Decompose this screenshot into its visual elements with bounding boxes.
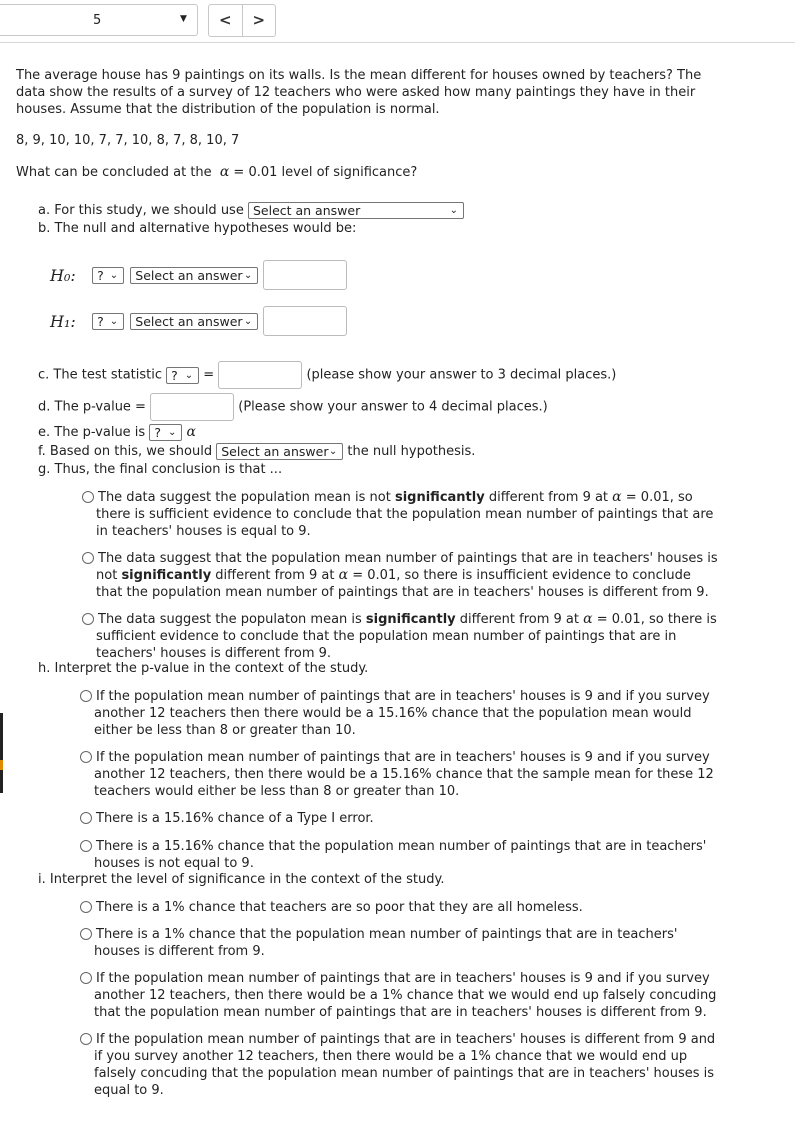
h1-label: H₁: [50, 311, 76, 331]
h-option-1-line-2: another 12 teachers then there would be a 15.16% chance that the population mean would [94, 706, 692, 721]
g-option-3-line-3: teachers' houses is different from 9. [96, 646, 332, 661]
chevron-down-icon: ⌄ [109, 315, 119, 327]
chevron-down-icon: ⌄ [184, 369, 194, 381]
alpha-symbol: α [219, 164, 230, 180]
part-c [38, 361, 616, 389]
question-data: 8, 9, 10, 10, 7, 7, 10, 8, 7, 8, 10, 7 [16, 133, 240, 148]
radio-button[interactable] [80, 928, 92, 940]
equals-sign: = [203, 367, 215, 383]
part-f-label: f. Based on this, we should [38, 444, 213, 459]
radio-button[interactable] [80, 690, 92, 702]
h1-param-value: ? [97, 313, 104, 329]
radio-button[interactable] [82, 491, 94, 503]
i-option-4-line-3: falsely concuding that the population mean number of paintings that are in teachers' houses is [94, 1066, 715, 1081]
radio-button[interactable] [80, 1033, 92, 1045]
p-value-compare-select[interactable] [149, 424, 182, 441]
test-stat-select[interactable] [166, 367, 199, 384]
question-intro: The average house has 9 paintings on its walls. Is the mean different for houses owned by teachers? The data show the results of a survey of 12 teachers who were asked how many paintings they have in their houses. Assume that the distribution of the population is normal. [16, 68, 702, 117]
prompt-post: = 0.01 level of significance? [233, 165, 418, 180]
h-option-2-line-1: If the population mean number of paintings that are in teachers' houses is 9 and if you survey [96, 750, 710, 765]
i-option-4-line-1: If the population mean number of paintings that are in teachers' houses is different from 9 and [96, 1032, 716, 1047]
part-g-label: g. Thus, the final conclusion is that ... [38, 462, 283, 477]
g-option-2-line-1: The data suggest that the population mean number of paintings that are in teachers' houses is [98, 551, 718, 566]
decision-select[interactable] [216, 443, 343, 460]
part-a-label: a. For this study, we should use [38, 203, 244, 218]
page-select[interactable] [0, 4, 198, 36]
prompt-pre: What can be concluded at the [16, 165, 212, 180]
decision-select-value: Select an answer [221, 444, 329, 459]
h-option-2-line-2: another 12 teachers, then there would be a 15.16% chance that the sample mean for these 12 [94, 767, 714, 782]
radio-button[interactable] [80, 840, 92, 852]
g-option-2-line-2: not significantly different from 9 at α = 0.01, so there is insufficient evidence to conclude [96, 567, 691, 583]
p-value-compare-value: ? [154, 425, 161, 440]
part-b-label: b. The null and alternative hypotheses would be: [38, 221, 357, 236]
h1-param-select[interactable] [92, 313, 124, 330]
scroll-marker [0, 713, 3, 793]
chevron-down-icon: ⌄ [243, 315, 253, 327]
h1-operator-select[interactable] [130, 313, 258, 330]
g-option-1-line-2: there is sufficient evidence to conclude that the population mean number of paintings that are [96, 507, 714, 522]
study-type-select[interactable] [248, 202, 464, 219]
part-e [38, 424, 196, 441]
h0-param-value: ? [97, 267, 104, 283]
radio-button[interactable] [80, 812, 92, 824]
alpha-symbol: α [186, 424, 196, 440]
g-option-3-line-2: sufficient evidence to conclude that the population mean number of paintings that are in [96, 629, 677, 644]
i-option-4-line-2: if you survey another 12 teachers, then there would be a 1% chance that we would end up [94, 1049, 688, 1064]
radio-button[interactable] [80, 751, 92, 763]
question-prompt [16, 164, 417, 180]
g-option-1-line-3: in teachers' houses is equal to 9. [96, 524, 311, 539]
g-option-2-line-3: that the population mean number of paintings that are in teachers' houses is different from 9. [96, 585, 709, 600]
h0-operator-value: Select an answer [135, 267, 243, 283]
test-stat-select-value: ? [171, 367, 178, 383]
h0-operator-select[interactable] [130, 267, 258, 284]
h0-row [50, 260, 347, 290]
chevron-down-icon: ⌄ [109, 269, 119, 281]
part-d-hint: (Please show your answer to 4 decimal places.) [238, 399, 548, 415]
study-type-select-value: Select an answer [252, 203, 361, 218]
radio-button[interactable] [82, 613, 94, 625]
chevron-down-icon: ⌄ [243, 269, 253, 281]
part-a [38, 202, 464, 219]
radio-button[interactable] [80, 901, 92, 913]
part-f-post: the null hypothesis. [347, 444, 476, 459]
part-d-label: d. The p-value = [38, 399, 146, 415]
scroll-marker-accent [0, 760, 3, 770]
i-option-4-line-4: equal to 9. [94, 1083, 164, 1098]
page-select-value: 5 [93, 13, 102, 28]
part-c-label: c. The test statistic [38, 367, 162, 383]
h1-operator-value: Select an answer [135, 313, 243, 329]
p-value-input[interactable] [150, 393, 234, 421]
h-option-3-line-1: There is a 15.16% chance of a Type I error. [96, 811, 374, 826]
test-stat-input[interactable] [218, 361, 302, 389]
caret-down-icon: ▼ [180, 14, 187, 24]
h-option-4-line-2: houses is not equal to 9. [94, 856, 254, 871]
radio-button[interactable] [80, 972, 92, 984]
h1-value-input[interactable] [263, 306, 347, 336]
h1-row [50, 306, 347, 336]
part-e-label: e. The p-value is [38, 425, 146, 440]
h0-value-input[interactable] [263, 260, 347, 290]
i-option-2-line-2: houses is different from 9. [94, 944, 265, 959]
i-option-1-line-1: There is a 1% chance that teachers are so poor that they are all homeless. [96, 900, 583, 915]
chevron-down-icon: ⌄ [167, 427, 177, 438]
top-bar [0, 0, 795, 43]
chevron-down-icon: ⌄ [328, 446, 338, 457]
h-option-4-line-1: There is a 15.16% chance that the population mean number of paintings that are in teachers' [96, 839, 707, 854]
next-button[interactable]: > [252, 11, 266, 29]
part-i-label: i. Interpret the level of significance in the context of the study. [38, 872, 445, 887]
i-option-3-line-2: another 12 teachers, then there would be a 1% chance that we would end up falsely concuding [94, 988, 717, 1003]
h-option-1-line-3: either be less than 8 or greater than 10. [94, 723, 356, 738]
prev-button[interactable]: < [209, 5, 243, 36]
g-option-1-line-1: The data suggest the population mean is not significantly different from 9 at α = 0.01, so [98, 489, 693, 505]
h-option-1-line-1: If the population mean number of paintings that are in teachers' houses is 9 and if you survey [96, 689, 710, 704]
part-d [38, 393, 548, 421]
i-option-3-line-3: that the population mean number of paintings that are in teachers' houses is different from 9. [94, 1005, 707, 1020]
h-option-2-line-3: teachers would either be less than 8 or greater than 10. [94, 784, 460, 799]
radio-button[interactable] [82, 552, 94, 564]
h0-label: H₀: [50, 265, 76, 285]
i-option-3-line-1: If the population mean number of paintings that are in teachers' houses is 9 and if you survey [96, 971, 710, 986]
part-c-hint: (please show your answer to 3 decimal places.) [306, 367, 617, 383]
g-option-3-line-1: The data suggest the populaton mean is significantly different from 9 at α = 0.01, so there is [98, 611, 717, 627]
nav-buttons [208, 4, 276, 37]
chevron-down-icon: ⌄ [449, 205, 458, 216]
i-option-2-line-1: There is a 1% chance that the population mean number of paintings that are in teachers' [96, 927, 678, 942]
part-h-label: h. Interpret the p-value in the context of the study. [38, 661, 369, 676]
h0-param-select[interactable] [92, 267, 124, 284]
part-f [38, 443, 475, 460]
